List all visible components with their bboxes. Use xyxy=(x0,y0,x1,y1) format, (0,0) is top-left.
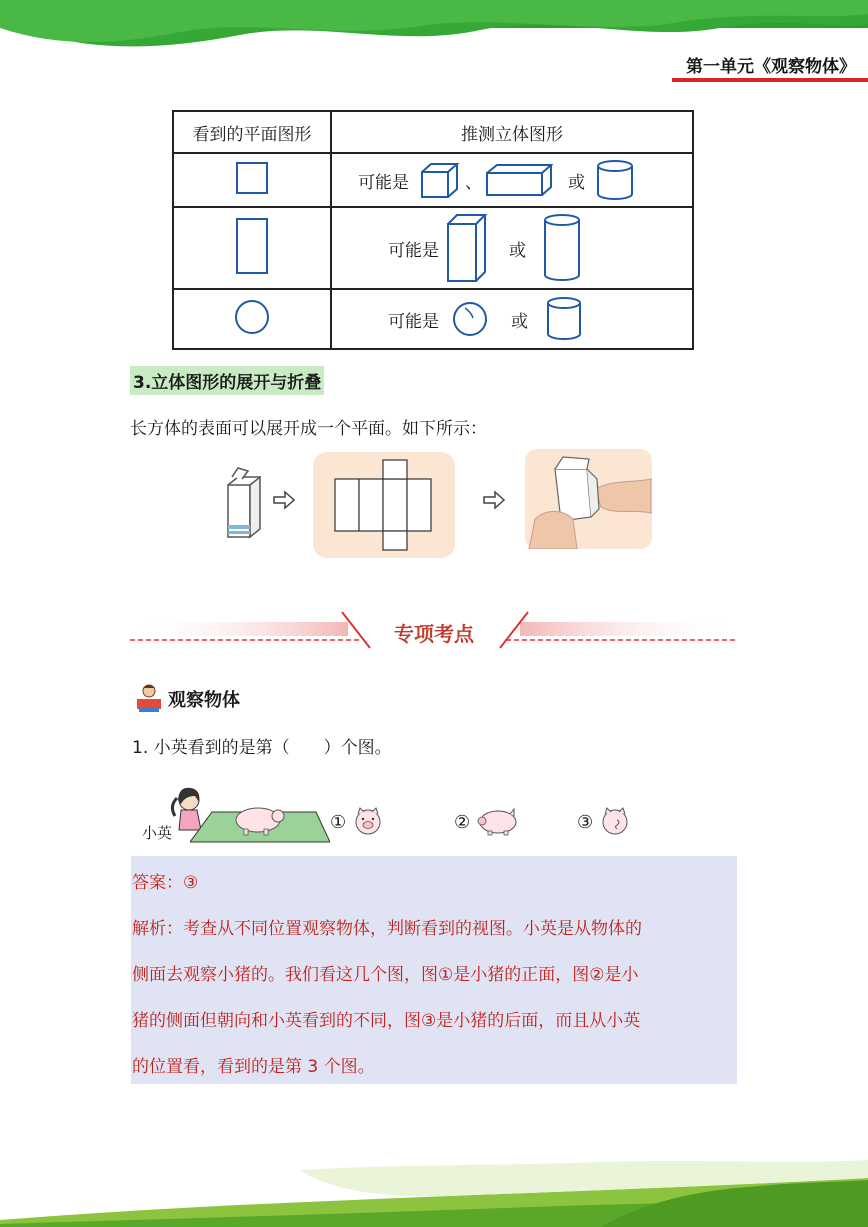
circle-shape-icon xyxy=(234,299,270,335)
option-2-label: ② xyxy=(454,812,471,833)
carton-box-illustration xyxy=(220,465,266,541)
tall-cylinder-icon xyxy=(542,213,582,283)
table-row xyxy=(173,207,693,289)
arrow-right-icon xyxy=(482,490,506,510)
table-header-row xyxy=(173,111,693,153)
analysis-line: 猪的侧面但朝向和小英看到的不同，图③是小猪的后面，而且从小英 xyxy=(132,1011,641,1031)
pig-on-table-illustration xyxy=(190,796,330,844)
analysis-line: 解析：考查从不同位置观察物体，判断看到的视图。小英是从物体的 xyxy=(132,919,642,939)
table-row xyxy=(173,153,693,207)
cuboid-icon xyxy=(484,162,554,198)
option-3-label: ③ xyxy=(577,812,594,833)
rectangle-shape-icon xyxy=(235,217,269,275)
question-1-text: 1. 小英看到的是第（ ）个图。 xyxy=(132,738,392,758)
section-heading: 专项考点 xyxy=(394,622,474,646)
table-header-guess: 推测立体图形 xyxy=(331,111,693,153)
sphere-icon xyxy=(451,300,489,338)
folding-hands-illustration xyxy=(525,449,652,549)
short-cylinder-icon xyxy=(544,296,584,342)
square-shape-icon xyxy=(235,161,269,195)
unfolded-net-illustration xyxy=(313,452,455,558)
or-label: 或 xyxy=(568,172,585,193)
section-3-title: 3.立体图形的展开与折叠 xyxy=(130,366,324,395)
reading-child-icon xyxy=(133,683,165,713)
tall-cuboid-icon xyxy=(445,212,489,284)
unit-title: 第一单元《观察物体》 xyxy=(686,57,856,77)
option-1-label: ① xyxy=(330,812,347,833)
cube-icon xyxy=(419,160,461,200)
shape-inference-table xyxy=(172,110,694,350)
answer-label: 答案：③ xyxy=(132,873,199,893)
top-grass-banner xyxy=(0,0,868,60)
analysis-line: 的位置看，看到的是第 3 个图。 xyxy=(132,1057,375,1077)
section-3-description: 长方体的表面可以展开成一个平面。如下所示： xyxy=(130,419,487,439)
arrow-right-icon xyxy=(272,490,296,510)
cylinder-icon xyxy=(595,158,635,202)
or-label: 或 xyxy=(509,240,526,261)
table-row xyxy=(173,289,693,349)
maybe-label: 可能是 xyxy=(358,172,409,193)
observe-objects-heading: 观察物体 xyxy=(168,690,240,711)
pig-side-view-icon xyxy=(476,806,522,836)
or-label: 或 xyxy=(511,311,528,332)
girl-name-label: 小英 xyxy=(142,824,173,842)
analysis-text xyxy=(132,906,736,1090)
pig-front-view-icon xyxy=(352,806,384,836)
maybe-label: 可能是 xyxy=(388,311,439,332)
table-header-seen: 看到的平面图形 xyxy=(173,111,331,153)
separator: 、 xyxy=(465,172,482,193)
bottom-grass-banner xyxy=(0,1160,868,1227)
maybe-label: 可能是 xyxy=(388,240,439,261)
pig-back-view-icon xyxy=(599,806,631,836)
analysis-line: 侧面去观察小猪的。我们看这几个图，图①是小猪的正面，图②是小 xyxy=(132,965,639,985)
unit-title-underline xyxy=(672,78,868,82)
